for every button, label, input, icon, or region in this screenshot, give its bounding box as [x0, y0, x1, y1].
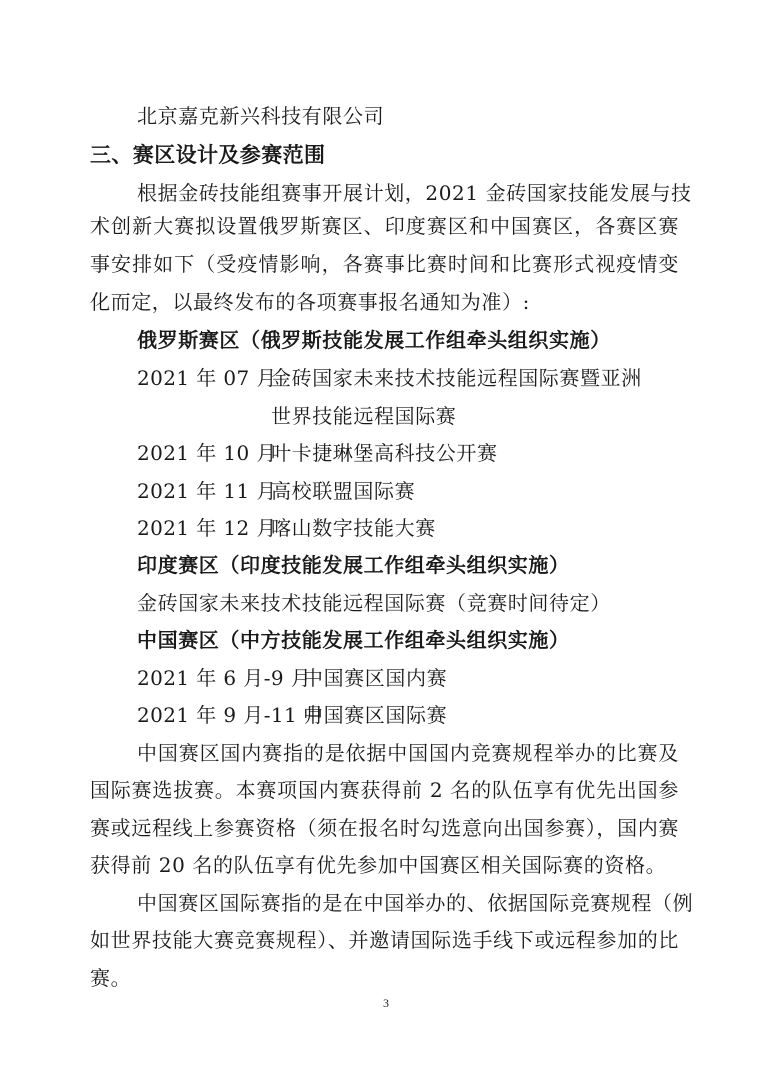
russia-event-date: 2021 年 12 月	[137, 516, 277, 540]
russia-heading: 俄罗斯赛区（俄罗斯技能发展工作组牵头组织实施）	[137, 328, 611, 352]
india-event-text: 金砖国家未来技术技能远程国际赛（竞赛时间待定）	[137, 591, 611, 615]
russia-event-date: 2021 年 10 月	[137, 441, 277, 465]
intro-line-4: 化而定，以最终发布的各项赛事报名通知为准）:	[90, 290, 530, 314]
china-event-name: 中国赛区国内赛	[303, 666, 448, 690]
china-event-name: 中国赛区国际赛	[303, 703, 448, 727]
china-para2-line-1: 中国赛区国际赛指的是在中国举办的、依据国际竞赛规程（例	[137, 891, 694, 915]
china-event-date: 2021 年 9 月-11 月	[137, 703, 325, 727]
china-heading: 中国赛区（中方技能发展工作组牵头组织实施）	[137, 628, 570, 652]
china-para2-line-3: 赛。	[90, 966, 132, 990]
russia-event-name: 金砖国家未来技术技能远程国际赛暨亚洲	[271, 366, 642, 390]
intro-line-2: 术创新大赛拟设置俄罗斯赛区、印度赛区和中国赛区，各赛区赛	[90, 214, 679, 238]
russia-event-name: 喀山数字技能大赛	[271, 516, 436, 540]
russia-event-date: 2021 年 07 月	[137, 366, 277, 390]
china-para1-line-4: 获得前 20 名的队伍享有优先参加中国赛区相关国际赛的资格。	[90, 853, 667, 877]
china-para1-line-2: 国际赛选拔赛。本赛项国内赛获得前 2 名的队伍享有优先出国参	[90, 778, 679, 802]
china-event-date: 2021 年 6 月-9 月	[137, 666, 312, 690]
intro-line-3: 事安排如下（受疫情影响，各赛事比赛时间和比赛形式视疫情变	[90, 252, 679, 276]
intro-line-1: 根据金砖技能组赛事开展计划，2021 金砖国家技能发展与技	[137, 181, 692, 205]
section-heading: 三、赛区设计及参赛范围	[90, 143, 326, 167]
china-para1-line-1: 中国赛区国内赛指的是依据中国国内竞赛规程举办的比赛及	[137, 741, 679, 765]
india-heading: 印度赛区（印度技能发展工作组牵头组织实施）	[137, 553, 570, 577]
russia-event-name-cont: 世界技能远程国际赛	[271, 404, 457, 428]
russia-event-date: 2021 年 11 月	[137, 479, 277, 503]
china-para1-line-3: 赛或远程线上参赛资格（须在报名时勾选意向出国参赛），国内赛	[90, 816, 679, 840]
company-name: 北京嘉克新兴科技有限公司	[137, 104, 385, 128]
page-number: 3	[383, 996, 389, 1010]
russia-event-name: 叶卡捷琳堡高科技公开赛	[271, 441, 498, 465]
russia-event-name: 高校联盟国际赛	[271, 479, 416, 503]
china-para2-line-2: 如世界技能大赛竞赛规程）、并邀请国际选手线下或远程参加的比	[90, 928, 679, 952]
